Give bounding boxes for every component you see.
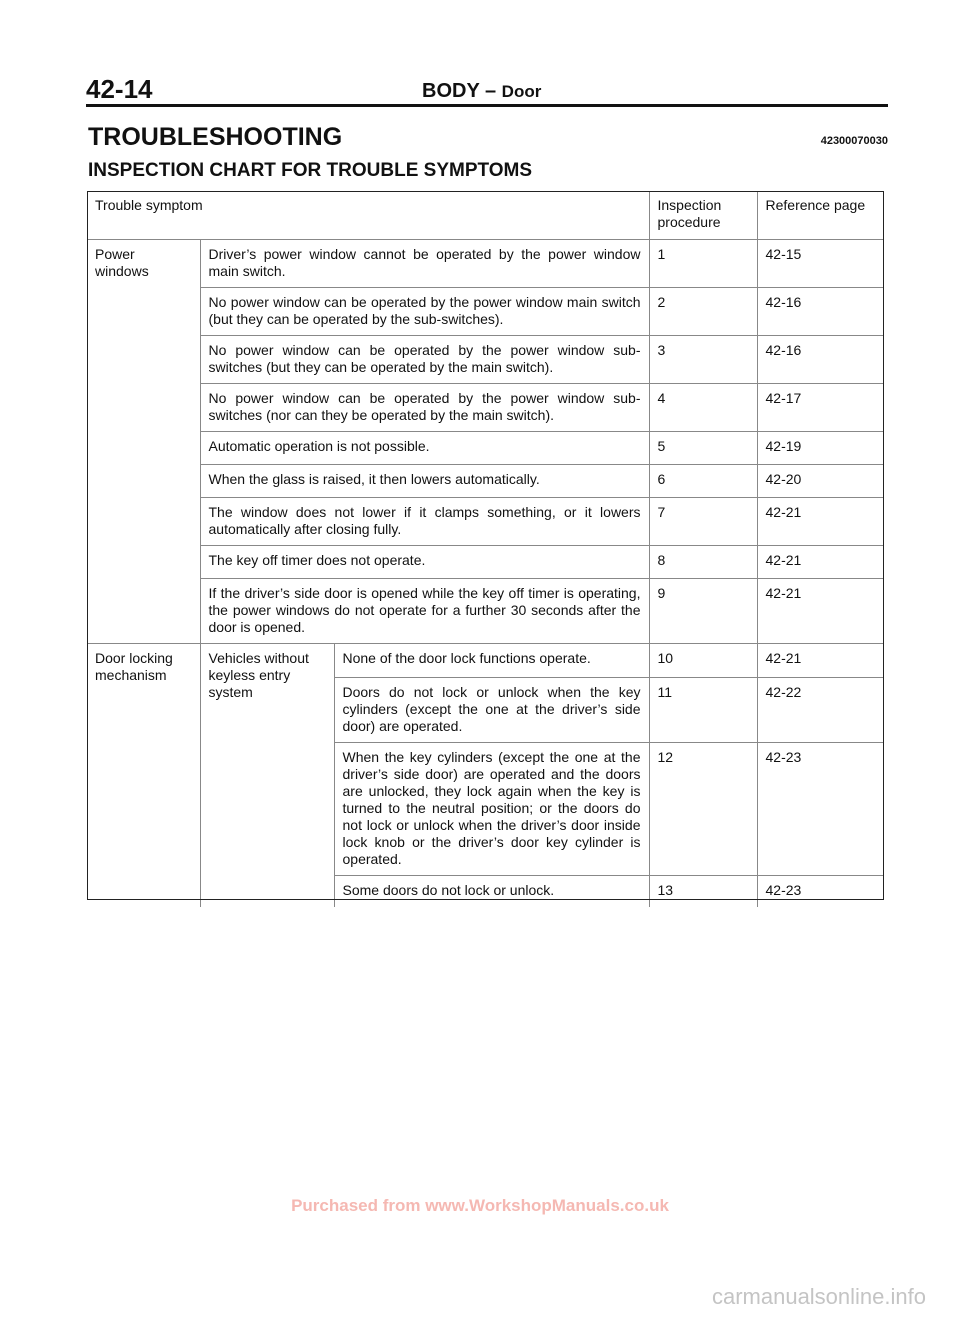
procedure-cell: 12 [649, 742, 757, 875]
title-dash: – [484, 80, 497, 102]
group-power-windows: Power windows [87, 239, 200, 643]
symptom-cell: No power window can be operated by the power window main switch (but they can be operated by the sub-switches). [200, 287, 649, 335]
reference-cell: 42-16 [757, 335, 884, 383]
table-header-row [87, 191, 884, 239]
procedure-cell: 7 [649, 497, 757, 545]
inspection-chart [87, 191, 884, 907]
reference-cell: 42-21 [757, 545, 884, 578]
procedure-cell: 6 [649, 464, 757, 497]
table-row [87, 643, 884, 677]
table-row [87, 578, 884, 643]
subgroup-keyless-entry: Vehicles without keyless entry system [200, 643, 334, 907]
reference-cell: 42-15 [757, 239, 884, 287]
reference-cell: 42-21 [757, 643, 884, 677]
table-row [87, 497, 884, 545]
document-code: 42300070030 [820, 135, 888, 147]
subsection-name: Door [501, 82, 542, 101]
reference-cell: 42-22 [757, 677, 884, 742]
reference-cell: 42-21 [757, 497, 884, 545]
table-row [87, 431, 884, 464]
table-row [87, 287, 884, 335]
section-name: BODY [422, 80, 480, 102]
symptom-cell: Doors do not lock or unlock when the key cylinders (except the one at the driver’s side door) are operated. [334, 677, 649, 742]
symptom-cell: No power window can be operated by the power window sub-switches (nor can they be operated by the main switch). [200, 383, 649, 431]
procedure-cell: 9 [649, 578, 757, 643]
symptom-cell: When the key cylinders (except the one at the driver’s side door) are operated and the doors are unlocked, they lock again when the key is turned to the neutral position; or the doors do not lock or unlock when the driver’s door inside lock knob or the driver’s door key cylinder is operated. [334, 742, 649, 875]
footer-site-watermark: carmanualsonline.info [711, 1284, 926, 1309]
symptom-cell: When the glass is raised, it then lowers automatically. [200, 464, 649, 497]
main-heading: TROUBLESHOOTING [88, 123, 343, 151]
header-rule [86, 104, 888, 107]
reference-cell: 42-16 [757, 287, 884, 335]
chart-heading: INSPECTION CHART FOR TROUBLE SYMPTOMS [88, 160, 533, 181]
symptom-cell: If the driver’s side door is opened while the key off timer is operating, the power windows do not operate for a further 30 seconds after the door is opened. [200, 578, 649, 643]
procedure-cell: 2 [649, 287, 757, 335]
header-inspection-procedure: Inspection procedure [649, 191, 757, 239]
header-trouble-symptom: Trouble symptom [95, 197, 203, 213]
section-title [422, 80, 541, 103]
symptom-cell: No power window can be operated by the power window sub-switches (but they can be operated by the main switch). [200, 335, 649, 383]
symptom-cell: None of the door lock functions operate. [334, 643, 649, 677]
table-row [87, 545, 884, 578]
table-row [87, 335, 884, 383]
group-door-locking: Door locking mechanism [95, 649, 173, 683]
procedure-cell: 10 [649, 643, 757, 677]
reference-cell: 42-19 [757, 431, 884, 464]
table-row [87, 464, 884, 497]
watermark: Purchased from www.WorkshopManuals.co.uk [291, 1196, 669, 1215]
symptom-cell: The key off timer does not operate. [200, 545, 649, 578]
reference-cell: 42-17 [757, 383, 884, 431]
procedure-cell: 3 [649, 335, 757, 383]
table-row [87, 383, 884, 431]
reference-cell: 42-21 [757, 578, 884, 643]
procedure-cell: 8 [649, 545, 757, 578]
table-row [87, 239, 884, 287]
symptom-cell: Driver’s power window cannot be operated by the power window main switch. [200, 239, 649, 287]
reference-cell: 42-23 [757, 875, 884, 907]
procedure-cell: 13 [649, 875, 757, 907]
reference-cell: 42-23 [757, 742, 884, 875]
symptom-cell: Automatic operation is not possible. [200, 431, 649, 464]
header-reference-page: Reference page [757, 191, 884, 239]
procedure-cell: 11 [649, 677, 757, 742]
procedure-cell: 5 [649, 431, 757, 464]
reference-cell: 42-20 [757, 464, 884, 497]
symptom-cell: The window does not lower if it clamps something, or it lowers automatically after closing fully. [200, 497, 649, 545]
symptom-cell: Some doors do not lock or unlock. [334, 875, 649, 907]
page-number: 42-14 [86, 74, 153, 104]
procedure-cell: 1 [649, 239, 757, 287]
procedure-cell: 4 [649, 383, 757, 431]
